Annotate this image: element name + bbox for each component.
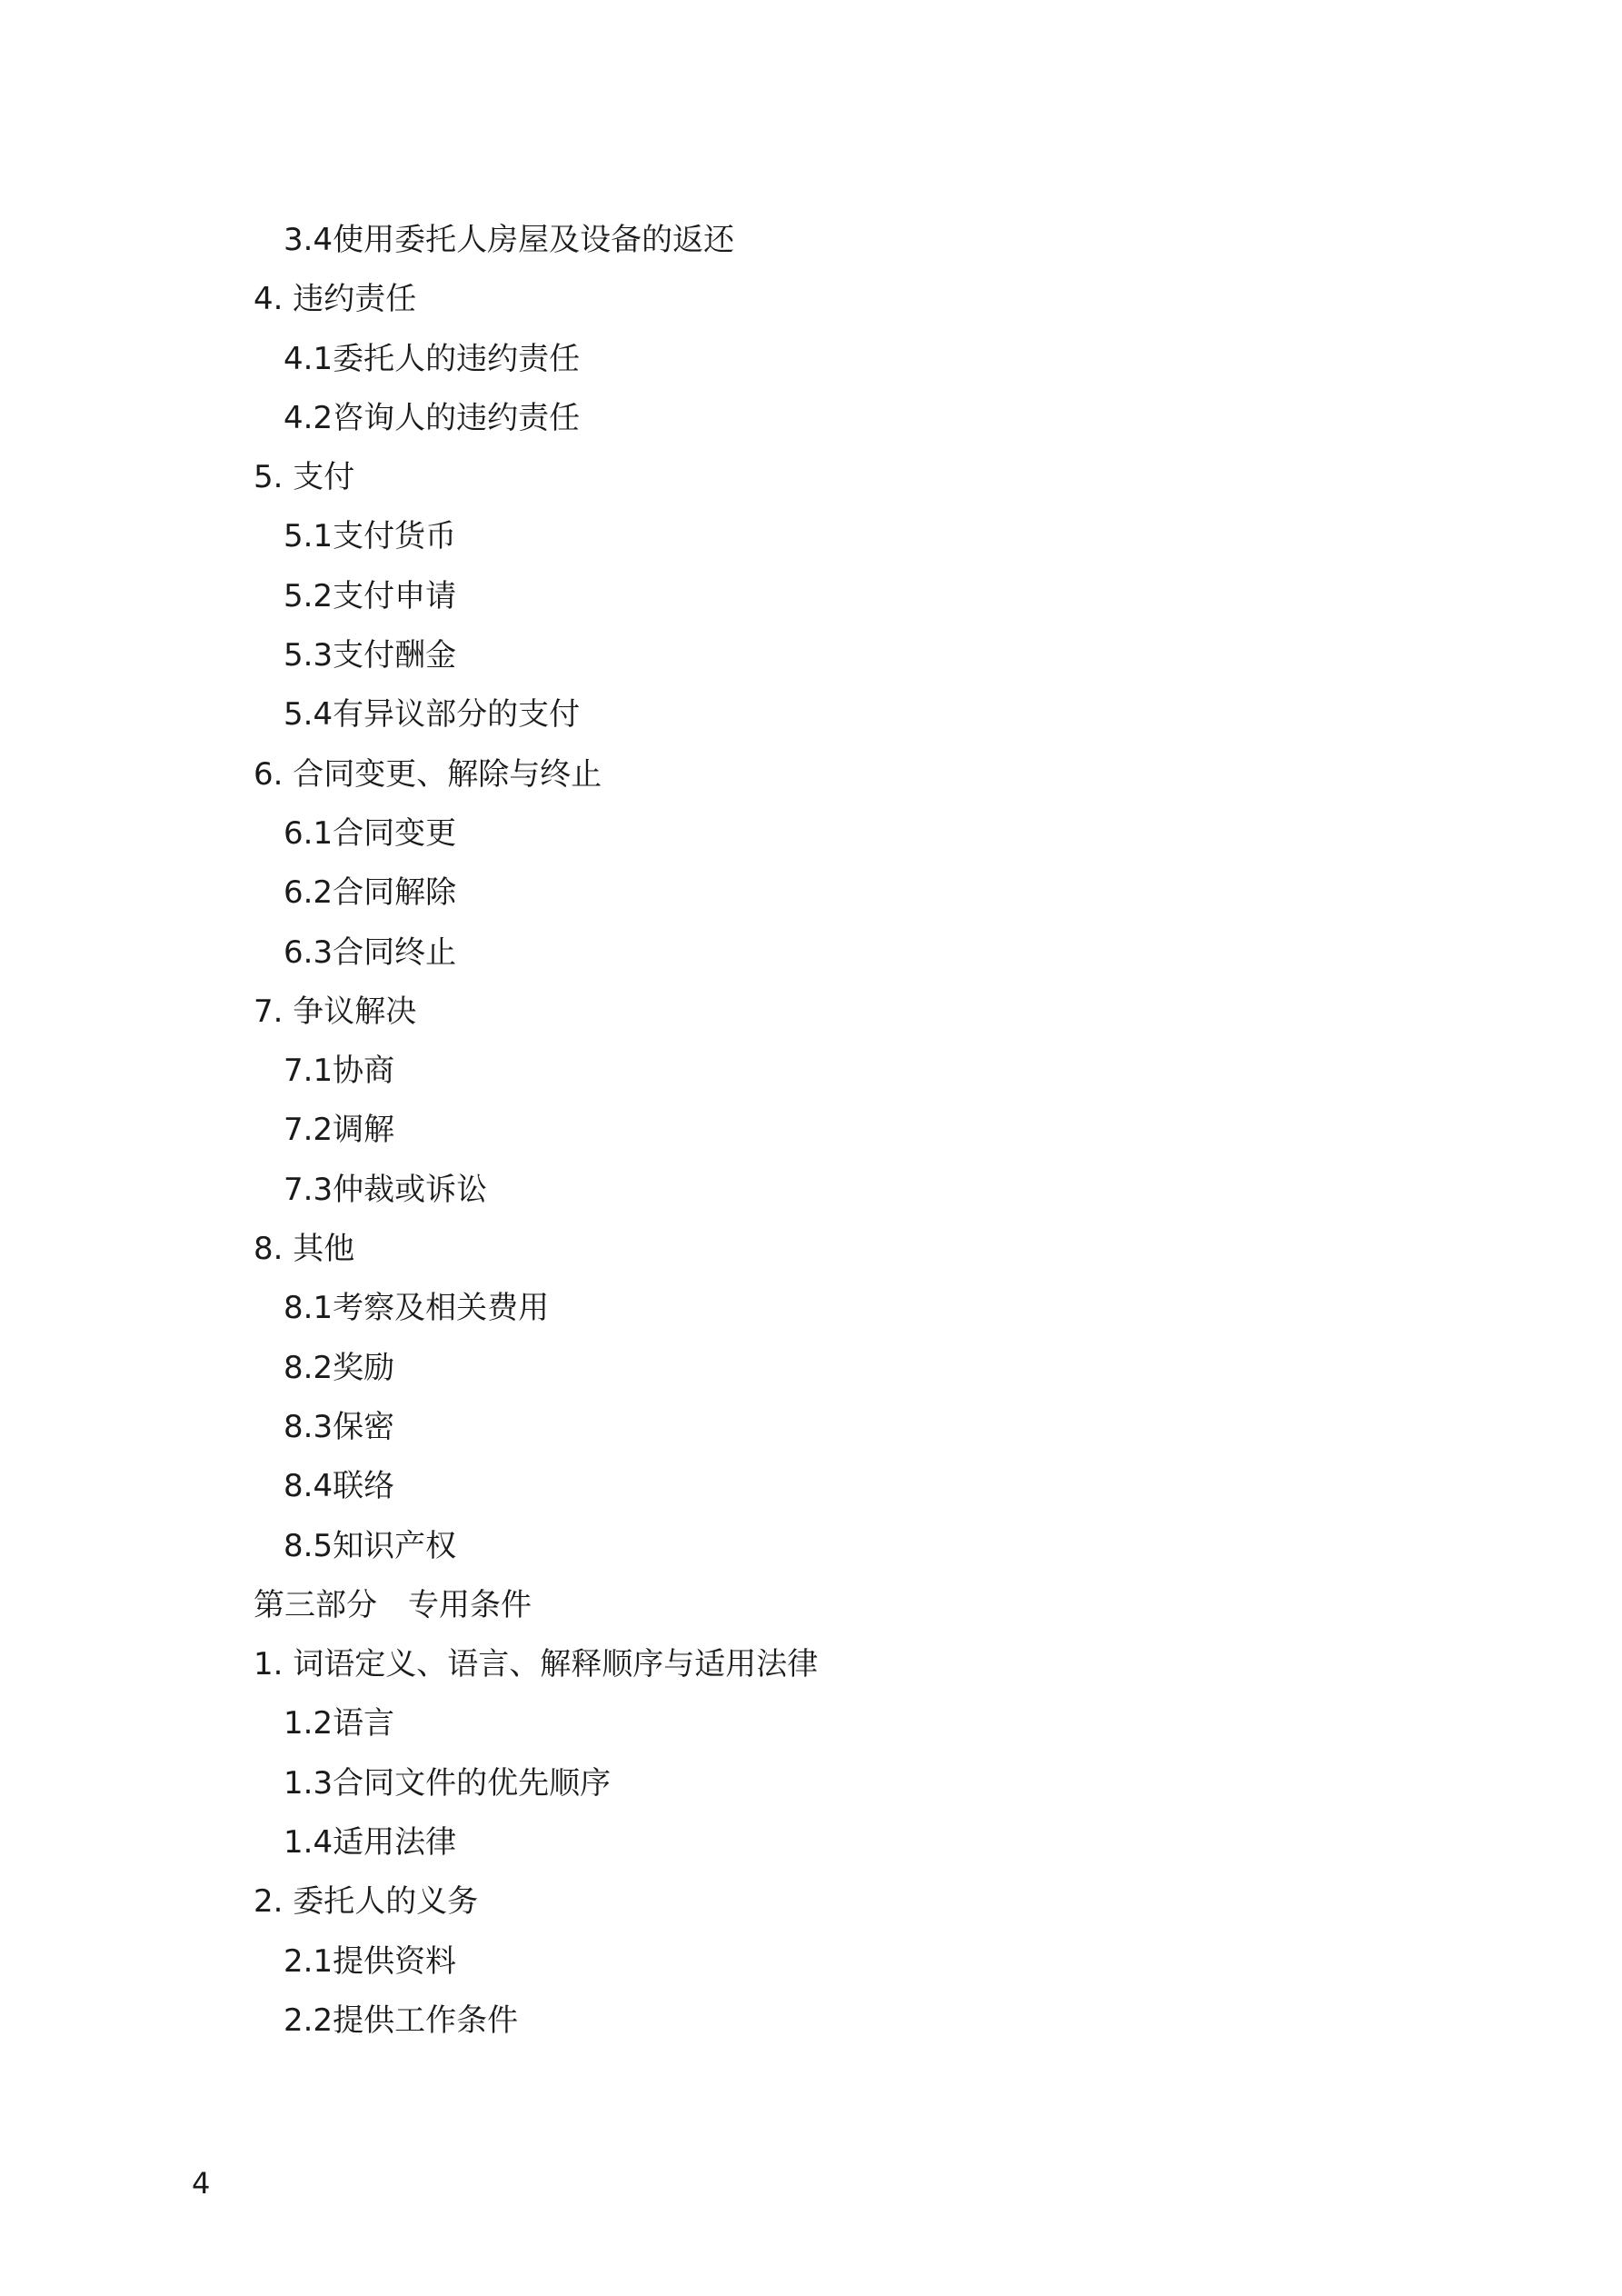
toc-subsection-entry: 5.4有异议部分的支付 [284,696,581,734]
toc-subsection-entry: 8.3保密 [284,1408,395,1445]
toc-subsection-entry: 7.3仲裁或诉讼 [284,1171,488,1208]
toc-subsection-entry: 2.1提供资料 [284,1942,457,1980]
toc-subsection-entry: 7.2调解 [284,1112,395,1149]
toc-subsection-entry: 8.5知识产权 [284,1527,457,1564]
toc-subsection-entry: 8.4联络 [284,1468,395,1505]
toc-section-entry: 1. 词语定义、语言、解释顺序与适用法律 [254,1646,819,1683]
toc-subsection-entry: 8.2奖励 [284,1349,395,1386]
toc-subsection-entry: 6.3合同终止 [284,933,457,971]
toc-subsection-entry: 4.1委托人的违约责任 [284,340,581,377]
toc-subsection-entry: 6.2合同解除 [284,874,457,912]
toc-section-entry: 第三部分 专用条件 [254,1586,532,1623]
toc-subsection-entry: 1.2语言 [284,1705,395,1742]
toc-subsection-entry: 1.4适用法律 [284,1824,457,1862]
toc-section-entry: 7. 争议解决 [254,993,417,1030]
toc-subsection-entry: 1.3合同文件的优先顺序 [284,1764,612,1802]
toc-subsection-entry: 7.1协商 [284,1053,395,1090]
toc-section-entry: 4. 违约责任 [254,281,417,318]
toc-subsection-entry: 3.4使用委托人房屋及设备的返还 [284,222,735,258]
page-number: 4 [192,2166,211,2201]
toc-subsection-entry: 2.2提供工作条件 [284,2002,519,2039]
toc-section-entry: 6. 合同变更、解除与终止 [254,755,602,793]
toc-subsection-entry: 4.2咨询人的违约责任 [284,399,581,436]
toc-section-entry: 2. 委托人的义务 [254,1883,479,1921]
toc-subsection-entry: 5.2支付申请 [284,577,457,614]
toc-section-entry: 8. 其他 [254,1231,355,1268]
toc-section-entry: 5. 支付 [254,459,355,496]
toc-subsection-entry: 5.1支付货币 [284,518,457,555]
toc-subsection-entry: 6.1合同变更 [284,814,457,852]
toc-subsection-entry: 5.3支付酬金 [284,637,457,674]
toc-subsection-entry: 8.1考察及相关费用 [284,1290,550,1327]
table-of-contents [0,211,1622,2051]
